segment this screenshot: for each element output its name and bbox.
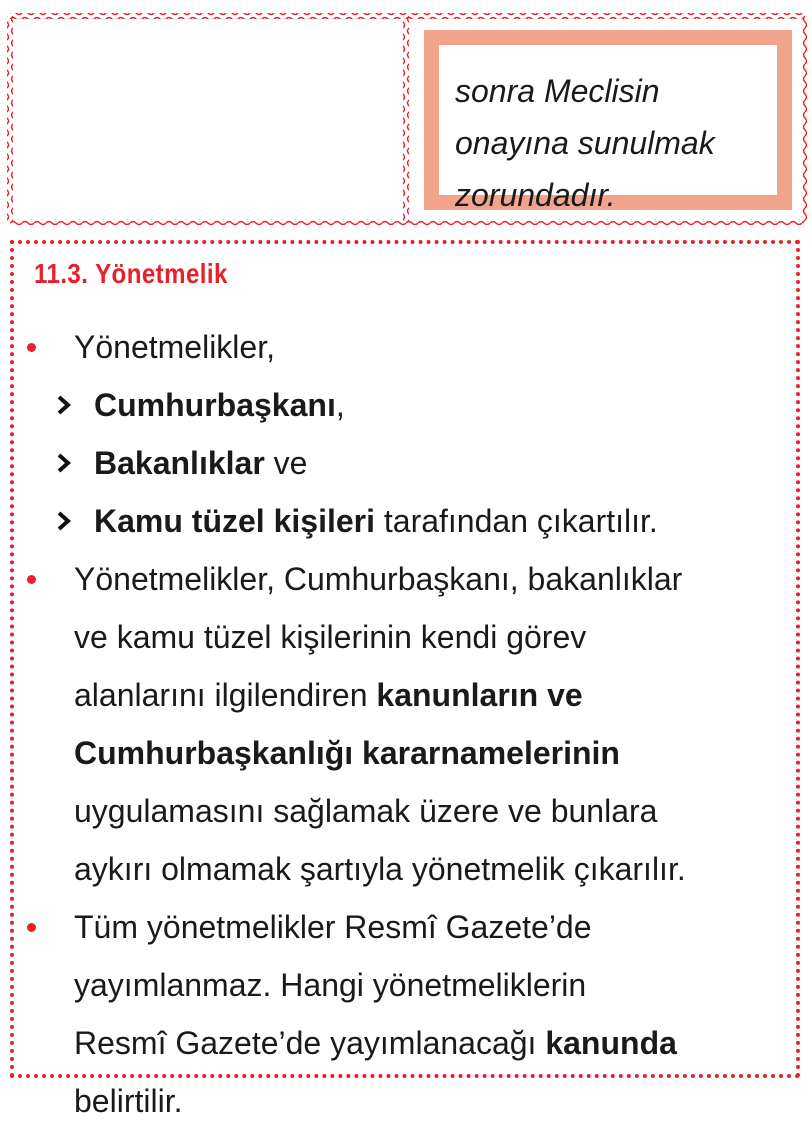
bullet-text-line [74, 1014, 677, 1072]
section-box [10, 240, 800, 1119]
sub-item-rest: , [335, 387, 345, 423]
sub-item-bold: Cumhurbaşkanı [94, 387, 336, 423]
note-line: zorundadır. [455, 177, 616, 213]
chevron-right-icon [56, 492, 82, 550]
note-text [455, 65, 767, 221]
bullet-text-line: uygulamasını sağlamak üzere ve bunlara [74, 793, 658, 829]
bullet-text-line: belirtilir. [74, 1083, 183, 1119]
bullet-text-line: yayımlanmaz. Hangi yönetmeliklerin [74, 967, 587, 1003]
bullet-text-line: aykırı olmamak şartıyla yönetmelik çıkarılır. [74, 851, 686, 887]
note-box [424, 30, 792, 213]
bullet-dot-icon [27, 575, 36, 584]
sub-item [94, 376, 345, 434]
sub-item [94, 492, 658, 550]
sub-item [94, 434, 307, 492]
sub-item-bold: Bakanlıklar [94, 445, 265, 481]
top-content-box [10, 16, 804, 222]
chevron-right-icon [56, 434, 82, 492]
bullet-text-line [74, 724, 620, 782]
note-line: sonra Meclisin [455, 73, 660, 109]
bullet-text-line: Yönetmelikler, Cumhurbaşkanı, bakanlıklar [74, 561, 683, 597]
bullet-text-line: Tüm yönetmelikler Resmî Gazete’de [74, 909, 592, 945]
sub-item-bold: Kamu tüzel kişileri [94, 503, 375, 539]
text-plain: alanlarını ilgilendiren [74, 677, 377, 713]
sub-item-rest: tarafından çıkartılır. [374, 503, 658, 539]
bullet-text-line [74, 666, 583, 724]
section-title: 11.3. Yönetmelik [34, 258, 228, 289]
sub-item-rest: ve [264, 445, 308, 481]
note-line: onayına sunulmak [455, 125, 715, 161]
text-bold: Cumhurbaşkanlığı kararnamelerinin [74, 735, 620, 771]
bullet-dot-icon [27, 923, 36, 932]
bullet-text-line: ve kamu tüzel kişilerinin kendi görev [74, 619, 587, 655]
text-bold: kanunda [545, 1025, 677, 1061]
text-plain: Resmî Gazete’de yayımlanacağı [74, 1025, 546, 1061]
text-bold: kanunların ve [376, 677, 583, 713]
bullet-text: Yönetmelikler, [74, 329, 275, 365]
chevron-right-icon [56, 376, 82, 434]
bullet-dot-icon [27, 343, 36, 352]
